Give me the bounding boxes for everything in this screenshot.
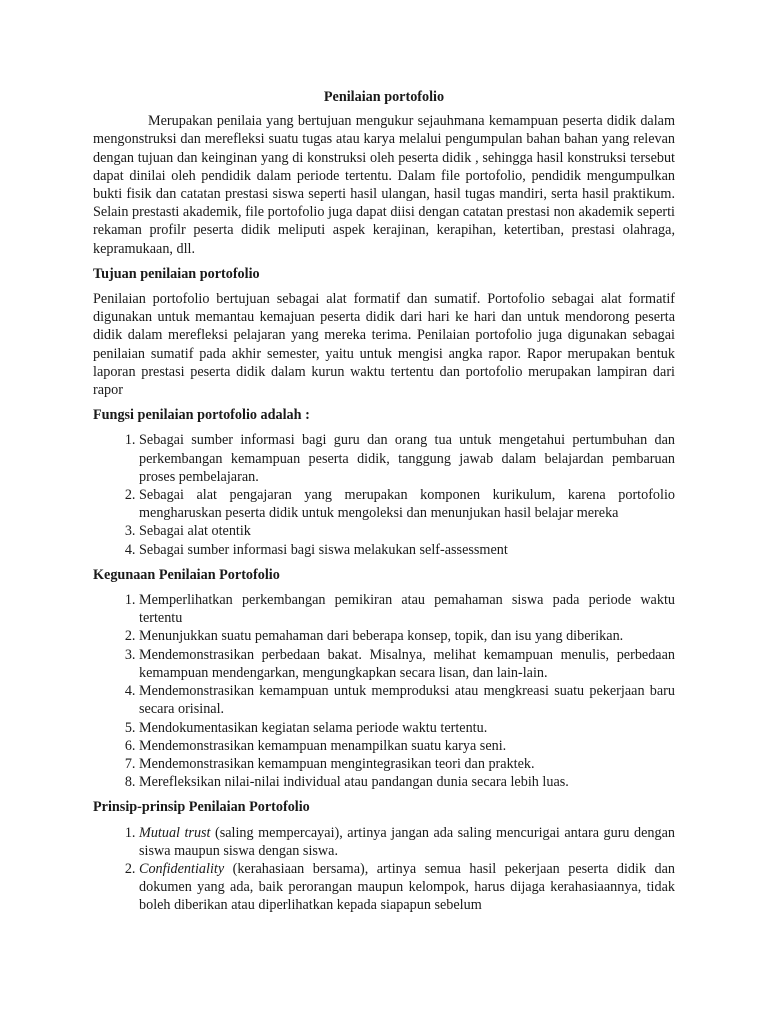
list-item: 3. Sebagai alat otentik: [139, 522, 675, 540]
list-item: 4. Mendemonstrasikan kemampuan untuk memproduksi atau mengkreasi suatu pekerjaan baru secara orisinal.: [139, 682, 675, 718]
principle-term: Confidentiality: [139, 860, 225, 877]
list-item: 6. Mendemonstrasikan kemampuan menampilkan suatu karya seni.: [139, 737, 675, 755]
list-item: [139, 824, 675, 860]
fungsi-list: [93, 431, 675, 558]
section-heading-kegunaan: Kegunaan Penilaian Portofolio: [93, 566, 280, 583]
page-title: Penilaian portofolio: [323, 89, 445, 105]
principle-text: (kerahasiaan bersama), artinya semua hasil pekerjaan peserta didik dan dokumen yang ada, baik perorangan maupun kelompok, harus dijaga kerahasiaannya, tidak boleh diberikan atau diperlihatkan kepada siapapun sebelum: [139, 860, 675, 914]
list-item: 4. Sebagai sumber informasi bagi siswa melakukan self-assessment: [139, 541, 675, 559]
list-item: 7. Mendemonstrasikan kemampuan mengintegrasikan teori dan praktek.: [139, 755, 675, 773]
list-item: 5. Mendokumentasikan kegiatan selama periode waktu tertentu.: [139, 719, 675, 737]
prinsip-list: [93, 824, 675, 915]
list-item: 8. Merefleksikan nilai-nilai individual atau pandangan dunia secara lebih luas.: [139, 773, 675, 791]
section-heading-tujuan: Tujuan penilaian portofolio: [93, 265, 260, 282]
document-content: [93, 88, 675, 922]
list-item: [139, 860, 675, 915]
list-item: 1. Memperlihatkan perkembangan pemikiran atau pemahaman siswa pada periode waktu tertentu: [139, 591, 675, 627]
intro-paragraph: Merupakan penilaia yang bertujuan mengukur sejauhmana kemampuan peserta didik dalam mengonstruksi dan merefleksi suatu tugas atau karya melalui pengumpulan bahan bahan yang relevan dengan tujuan dan keinginan yang di konstruksi oleh peserta didik , sehingga hasil konstruksi tersebut dapat dinilai oleh pendidik dalam periode tertentu. Dalam file portofolio, pendidik mengumpulkan bukti fisik dan catatan prestasi siswa seperti hasil ulangan, hasil tugas mandiri, serta hasil praktikum. Selain prestasti akademik, file portofolio juga dapat diisi dengan catatan prestasi non akademik seperti rekaman profilr peserta didik meliputi aspek kerajinan, kerapihan, ketertiban, prestasi olahraga, kepramukaan, dll.: [93, 113, 675, 257]
tujuan-paragraph: Penilaian portofolio bertujuan sebagai alat formatif dan sumatif. Portofolio sebagai alat formatif digunakan untuk memantau kemajuan peserta didik dari hari ke hari dan untuk mendorong peserta didik dalam merefleksi pelajaran yang mereka terima. Penilaian portofolio juga digunakan sebagai penilaian sumatif pada akhir semester, yaitu untuk mengisi angka rapor. Rapor merupakan bentuk laporan prestasi peserta didik dalam kurun waktu tertentu dan portofolio merupakan lampiran dari rapor: [93, 291, 675, 399]
list-item: 2. Sebagai alat pengajaran yang merupakan komponen kurikulum, karena portofolio mengharuskan peserta didik untuk mengoleksi dan menunjukan hasil belajar mereka: [139, 486, 675, 522]
section-heading-prinsip: Prinsip-prinsip Penilaian Portofolio: [93, 799, 310, 816]
principle-text: (saling mempercayai), artinya jangan ada saling mencurigai antara guru dengan siswa maupun siswa dengan siswa.: [139, 824, 675, 859]
list-item: 3. Mendemonstrasikan perbedaan bakat. Misalnya, melihat kemampuan menulis, perbedaan kemampuan mendengarkan, mengungkapkan secara lisan, dan lain-lain.: [139, 646, 675, 682]
principle-term: Mutual trust: [139, 824, 211, 841]
list-item: 2. Menunjukkan suatu pemahaman dari beberapa konsep, topik, dan isu yang diberikan.: [139, 627, 675, 645]
section-heading-fungsi: Fungsi penilaian portofolio adalah :: [93, 407, 310, 424]
kegunaan-list: [93, 591, 675, 791]
list-item: 1. Sebagai sumber informasi bagi guru dan orang tua untuk mengetahui pertumbuhan dan perkembangan kemampuan peserta didik, tanggung jawab dalam belajardan pembaruan proses pembelajaran.: [139, 431, 675, 486]
